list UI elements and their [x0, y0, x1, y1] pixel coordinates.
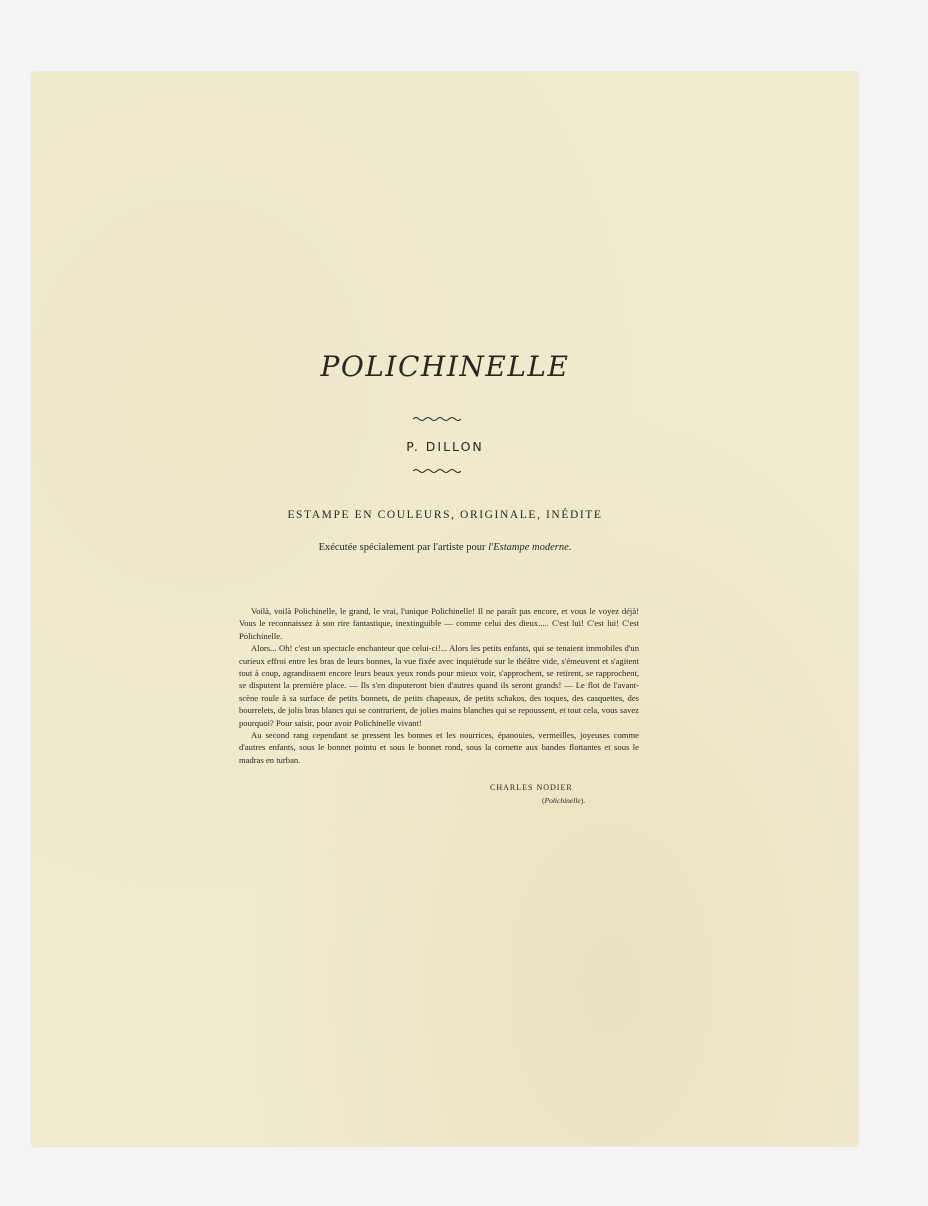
author-name: P. DILLON: [406, 439, 484, 454]
source-work: [542, 796, 585, 805]
quoted-passage: [239, 605, 639, 766]
paper-sheet: [32, 72, 858, 1146]
print-subtitle: ESTAMPE EN COULEURS, ORIGINALE, INÉDITE: [287, 509, 603, 521]
document-title: POLICHINELLE: [320, 350, 570, 383]
paragraph: Alors... Oh! c'est un spectacle enchanteur que celui-ci!... Alors les petits enfants, qui se tenaient immobiles d'un curieux effroi entre les bras de leurs bonnes, la vue fixée avec inquiétude sur le théâtre vide, s'émeuvent et s'agitent tout à coup, agrandissent encore leurs beaux yeux ronds pour mieux voir, s'approchent, se retirent, se rapprochent, se disputent la première place. — Ils s'en disputeront bien d'autres quand ils seront grands! — Le flot de l'avant-scène roule à sa surface de petits bonnets, de petits chapeaux, de petits schakos, des toques, des casquettes, des bourrelets, de jolis bras blancs qui se contrarient, de jolies mains blanches qui se repoussent, et tout cela, vous savez pourquoi? Pour saisir, pour avoir Polichinelle vivant!: [239, 643, 639, 728]
paragraph: Au second rang cependant se pressent les bonnes et les nourrices, épanouies, vermeilles, joyeuses comme d'autres enfants, sous le bonnet pointu et sous le bonnet rond, sous la cornette aux bandes flottantes et sous le madras en turban.: [239, 730, 639, 765]
dedication-prefix: Exécutée spécialement par l'artiste pour: [318, 542, 489, 553]
ornament-wave-top: [413, 416, 461, 422]
source-close: ).: [580, 796, 586, 805]
source-title: Polichinelle: [544, 796, 581, 805]
paragraph: Voilà, voilà Polichinelle, le grand, le vrai, l'unique Polichinelle! Il ne paraît pas encore, et vous le voyez déjà! Vous le reconnaissez à son rire fantastique, inextinguible — comme celui des dieux..... C'est lui! C'est lui! C'est Polichinelle.: [239, 606, 639, 641]
signature-author: CHARLES NODIER: [490, 783, 573, 792]
ornament-wave-bottom: [413, 468, 461, 474]
source-open: (: [542, 796, 545, 805]
dedication-line: [32, 542, 858, 553]
dedication-publication: l'Estampe moderne: [488, 542, 569, 553]
dedication-suffix: .: [568, 542, 572, 553]
